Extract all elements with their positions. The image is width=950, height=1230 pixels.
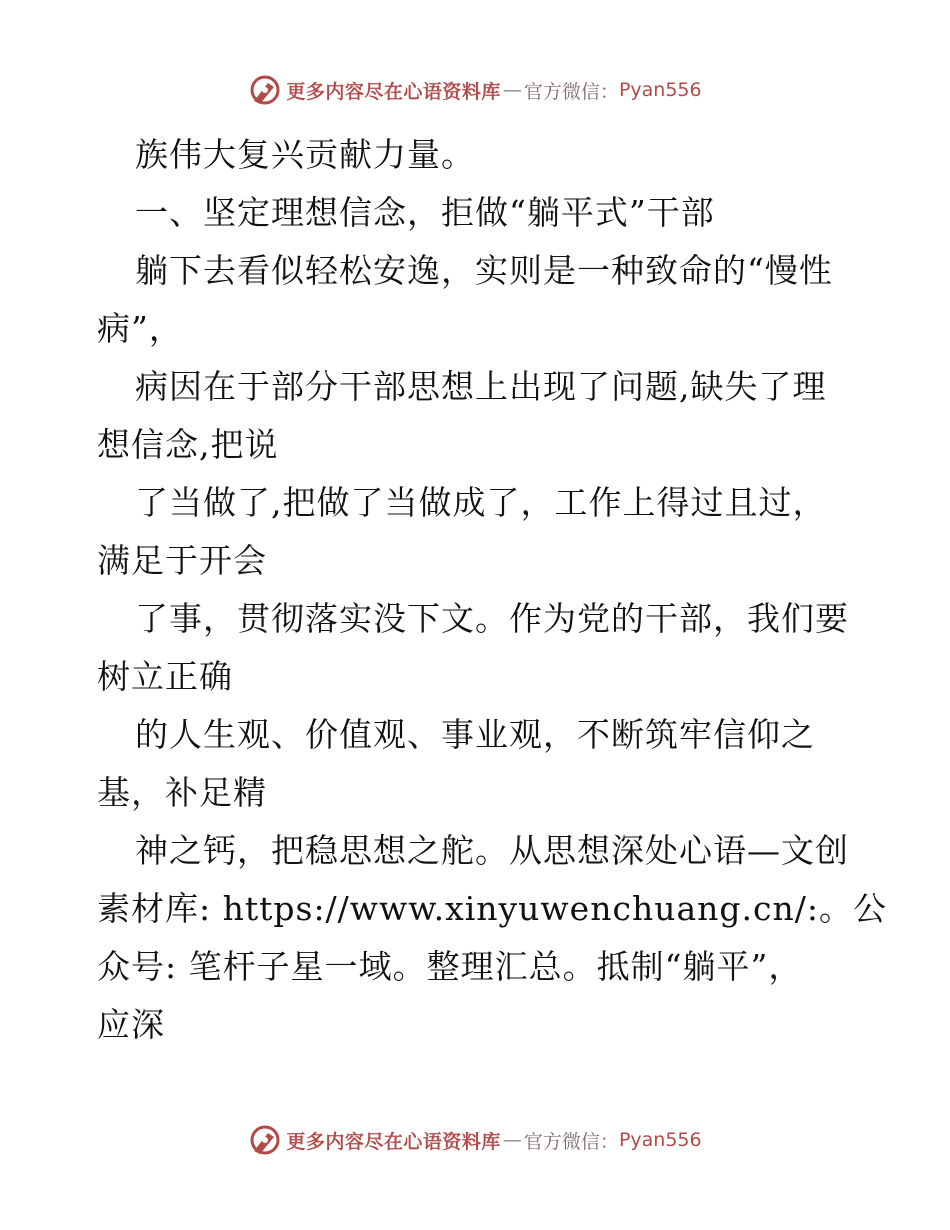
banner-dash: — xyxy=(502,1129,522,1151)
text-line: 树立正确 xyxy=(97,657,233,696)
header-banner xyxy=(0,70,950,110)
pen-circle-logo-icon xyxy=(248,1123,282,1157)
banner-site-text: 更多内容尽在心语资料库 xyxy=(286,80,501,103)
section-heading: 一、坚定理想信念，拒做“躺平式”干部 xyxy=(135,193,715,232)
text-line: 应深 xyxy=(97,1005,165,1044)
text-line: 了当做了,把做了当做成了，工作上得过且过， xyxy=(135,483,827,522)
text-line: 的人生观、价值观、事业观，不断筑牢信仰之 xyxy=(135,715,815,754)
banner-wechat-label: 官方微信： xyxy=(523,80,619,103)
text-line: 想信念,把说 xyxy=(97,425,279,464)
text-line: 神之钙，把稳思想之舵。从思想深处心语—文创 xyxy=(135,831,849,870)
document-body xyxy=(97,126,887,1054)
text-line: 素材库: https://www.xinyuwenchuang.cn/:。公 xyxy=(97,889,887,928)
banner-site-text: 更多内容尽在心语资料库 xyxy=(286,1130,501,1153)
text-line: 众号: 笔杆子星一域。整理汇总。抵制“躺平”， xyxy=(97,947,803,986)
banner-wechat-label: 官方微信： xyxy=(523,1130,619,1153)
text-line: 病”， xyxy=(97,309,183,348)
text-line: 了事，贯彻落实没下文。作为党的干部，我们要 xyxy=(135,599,849,638)
banner-dash: — xyxy=(502,79,522,101)
footer-banner xyxy=(0,1120,950,1160)
text-line: 满足于开会 xyxy=(97,541,267,580)
text-line: 病因在于部分干部思想上出现了问题,缺失了理 xyxy=(135,367,827,406)
text-line: 躺下去看似轻松安逸，实则是一种致命的“慢性 xyxy=(135,251,833,290)
pen-circle-logo-icon xyxy=(248,73,282,107)
text-line: 基，补足精 xyxy=(97,773,267,812)
text-line: 族伟大复兴贡献力量。 xyxy=(135,135,475,174)
banner-wechat-id: Pyan556 xyxy=(618,79,702,101)
banner-wechat-id: Pyan556 xyxy=(618,1129,702,1151)
